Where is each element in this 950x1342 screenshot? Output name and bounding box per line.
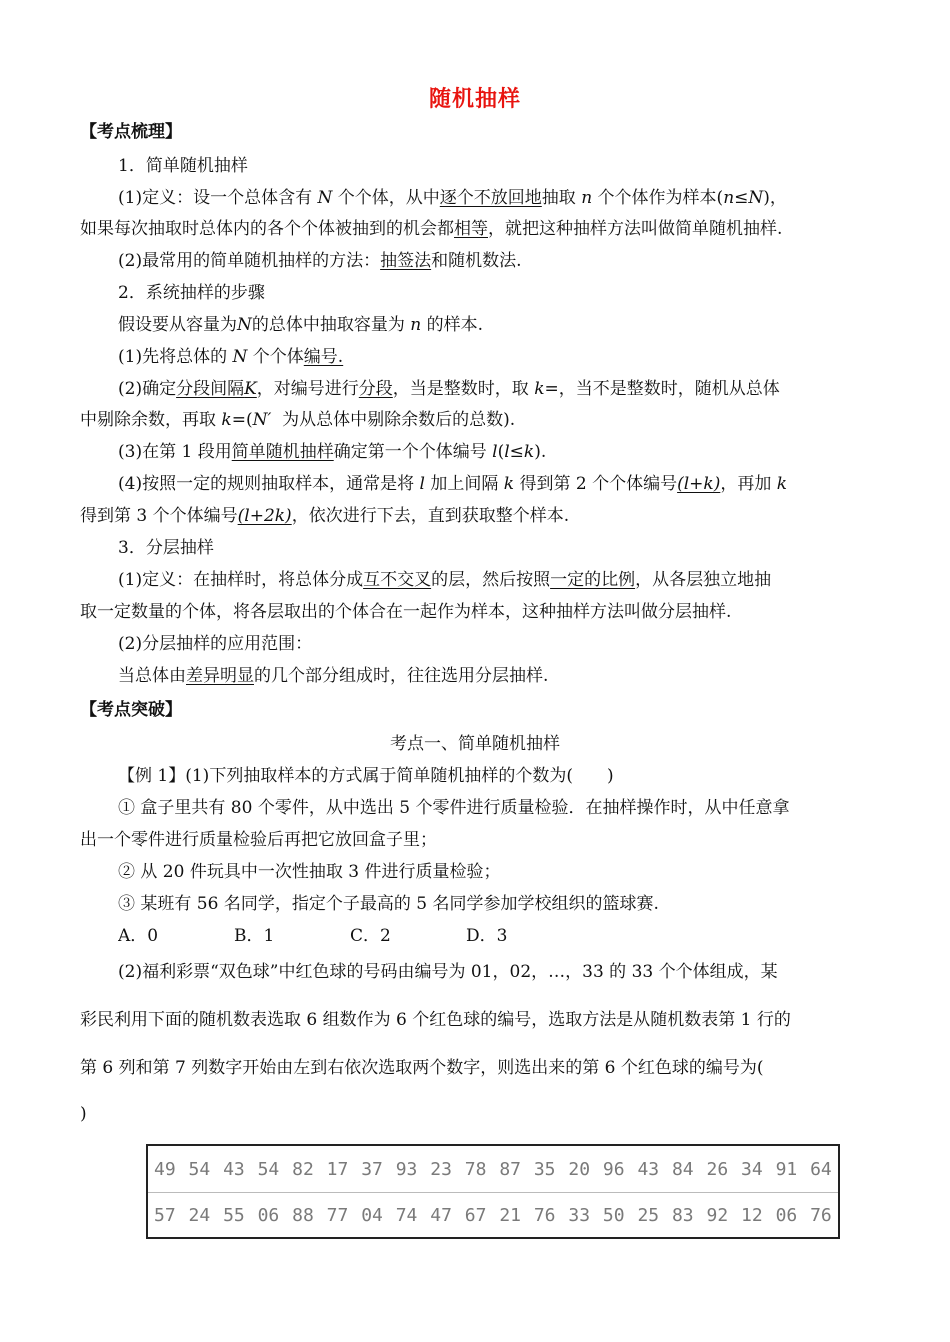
table-cell: 93: [395, 1159, 418, 1180]
table-cell: 12: [741, 1205, 763, 1226]
table-cell: 49: [154, 1159, 176, 1180]
table-cell: 96: [602, 1159, 625, 1180]
table-cell: 06: [257, 1205, 280, 1226]
example1-q2-line3: 第 6 列和第 7 列数字开始由左到右依次选取两个数字，则选出来的第 6 个红色球的编号为(: [80, 1058, 764, 1078]
table-cell: 33: [568, 1205, 591, 1226]
table-cell: 21: [499, 1205, 521, 1226]
s2-step3: (3)在第 1 段用简单随机抽样确定第一个个体编号 l(l≤k).: [118, 442, 547, 462]
s3-scope: (2)分层抽样的应用范围：: [118, 634, 313, 654]
s2-step4-line2: 得到第 3 个个体编号(l+2k)，依次进行下去，直到获取整个样本.: [80, 506, 570, 526]
table-cell: 92: [706, 1205, 729, 1226]
s3-definition-line1: (1)定义：在抽样时，将总体分成互不交叉的层，然后按照一定的比例，从各层独立地抽: [118, 570, 772, 590]
table-cell: 83: [671, 1205, 694, 1226]
example1-q2-line1: (2)福利彩票“双色球”中红色球的号码由编号为 01，02，…，33 的 33 个个体组成，某: [118, 962, 778, 982]
example1-options: [118, 925, 880, 947]
page-title: 随机抽样: [428, 87, 521, 112]
table-cell: 55: [223, 1205, 245, 1226]
s1-methods: (2)最常用的简单随机抽样的方法：抽签法和随机数法.: [118, 251, 522, 271]
example1-item1-line1: ① 盒子里共有 80 个零件，从中选出 5 个零件进行质量检验．在抽样操作时，从中任意拿: [118, 798, 790, 818]
example1-q2-line2: 彩民利用下面的随机数表选取 6 组数作为 6 个红色球的编号，选取方法是从随机数表第 1 行的: [80, 1010, 791, 1030]
table-cell: 17: [326, 1159, 349, 1180]
table-cell: 34: [741, 1159, 763, 1180]
section-header-review: 【考点梳理】: [80, 122, 182, 142]
table-cell: 35: [533, 1159, 556, 1180]
table-cell: 43: [637, 1159, 660, 1180]
table-cell: 91: [775, 1159, 798, 1180]
example1-question1: 【例 1】(1)下列抽取样本的方式属于简单随机抽样的个数为( ): [118, 766, 614, 786]
table-cell: 88: [292, 1205, 314, 1226]
option-d: D．3: [466, 926, 508, 946]
table-cell: 23: [430, 1159, 452, 1180]
s1-heading: 1．简单随机抽样: [118, 156, 248, 176]
option-c: C．2: [350, 926, 391, 946]
table-cell: 24: [188, 1205, 211, 1226]
s2-step2-line1: (2)确定分段间隔K，对编号进行分段，当是整数时，取 k=，当不是整数时，随机从总体: [118, 379, 780, 399]
table-cell: 87: [499, 1159, 521, 1180]
table-cell: 78: [464, 1159, 487, 1180]
s2-step4-line1: (4)按照一定的规则抽取样本，通常是将 l 加上间隔 k 得到第 2 个个体编号(l+k)，再加 k: [118, 474, 788, 494]
s2-assumption: 假设要从容量为N的总体中抽取容量为 n 的样本.: [118, 315, 484, 335]
s3-heading: 3．分层抽样: [118, 538, 214, 558]
random-number-table: [146, 1144, 840, 1239]
s1-definition-line1: (1)定义：设一个总体含有 N 个个体，从中逐个不放回地抽取 n 个个体作为样本(n≤N)，: [118, 188, 787, 208]
table-cell: 43: [223, 1159, 245, 1180]
table-row: [154, 1155, 832, 1185]
table-row: [154, 1201, 832, 1231]
s2-heading: 2．系统抽样的步骤: [118, 283, 265, 303]
option-a: A．0: [118, 926, 159, 946]
table-cell: 76: [533, 1205, 556, 1226]
example1-item1-line2: 出一个零件进行质量检验后再把它放回盒子里；: [80, 830, 437, 850]
section-header-breakthrough: 【考点突破】: [80, 700, 182, 720]
topic-heading: 考点一、简单随机抽样: [390, 734, 560, 754]
table-cell: 47: [430, 1205, 452, 1226]
s3-definition-line2: 取一定数量的个体，将各层取出的个体合在一起作为样本，这种抽样方法叫做分层抽样.: [80, 602, 732, 622]
s3-when: 当总体由差异明显的几个部分组成时，往往选用分层抽样.: [118, 666, 549, 686]
table-cell: 54: [257, 1159, 280, 1180]
table-cell: 84: [671, 1159, 694, 1180]
table-cell: 37: [361, 1159, 383, 1180]
s2-step1: (1)先将总体的 N 个个体编号.: [118, 347, 344, 367]
table-cell: 82: [292, 1159, 314, 1180]
table-cell: 25: [637, 1205, 660, 1226]
s1-definition-line2: 如果每次抽取时总体内的各个个体被抽到的机会都相等，就把这种抽样方法叫做简单随机抽样.: [80, 219, 783, 239]
table-cell: 26: [706, 1159, 729, 1180]
example1-q2-line4: ): [80, 1104, 87, 1124]
table-divider: [148, 1192, 838, 1193]
table-cell: 76: [810, 1205, 832, 1226]
s2-step2-line2: 中剔除余数，再取 k=(N′ 为从总体中剔除余数后的总数).: [80, 410, 516, 430]
example1-item2: ② 从 20 件玩具中一次性抽取 3 件进行质量检验；: [118, 862, 501, 882]
table-cell: 50: [602, 1205, 625, 1226]
option-b: B．1: [234, 926, 275, 946]
table-cell: 20: [568, 1159, 591, 1180]
example1-item3: ③ 某班有 56 名同学，指定个子最高的 5 名同学参加学校组织的篮球赛.: [118, 894, 659, 914]
table-cell: 06: [775, 1205, 798, 1226]
table-cell: 77: [326, 1205, 349, 1226]
table-cell: 57: [154, 1205, 176, 1226]
table-cell: 54: [188, 1159, 211, 1180]
table-cell: 74: [395, 1205, 418, 1226]
table-cell: 64: [810, 1159, 832, 1180]
table-cell: 04: [361, 1205, 383, 1226]
table-cell: 67: [464, 1205, 487, 1226]
